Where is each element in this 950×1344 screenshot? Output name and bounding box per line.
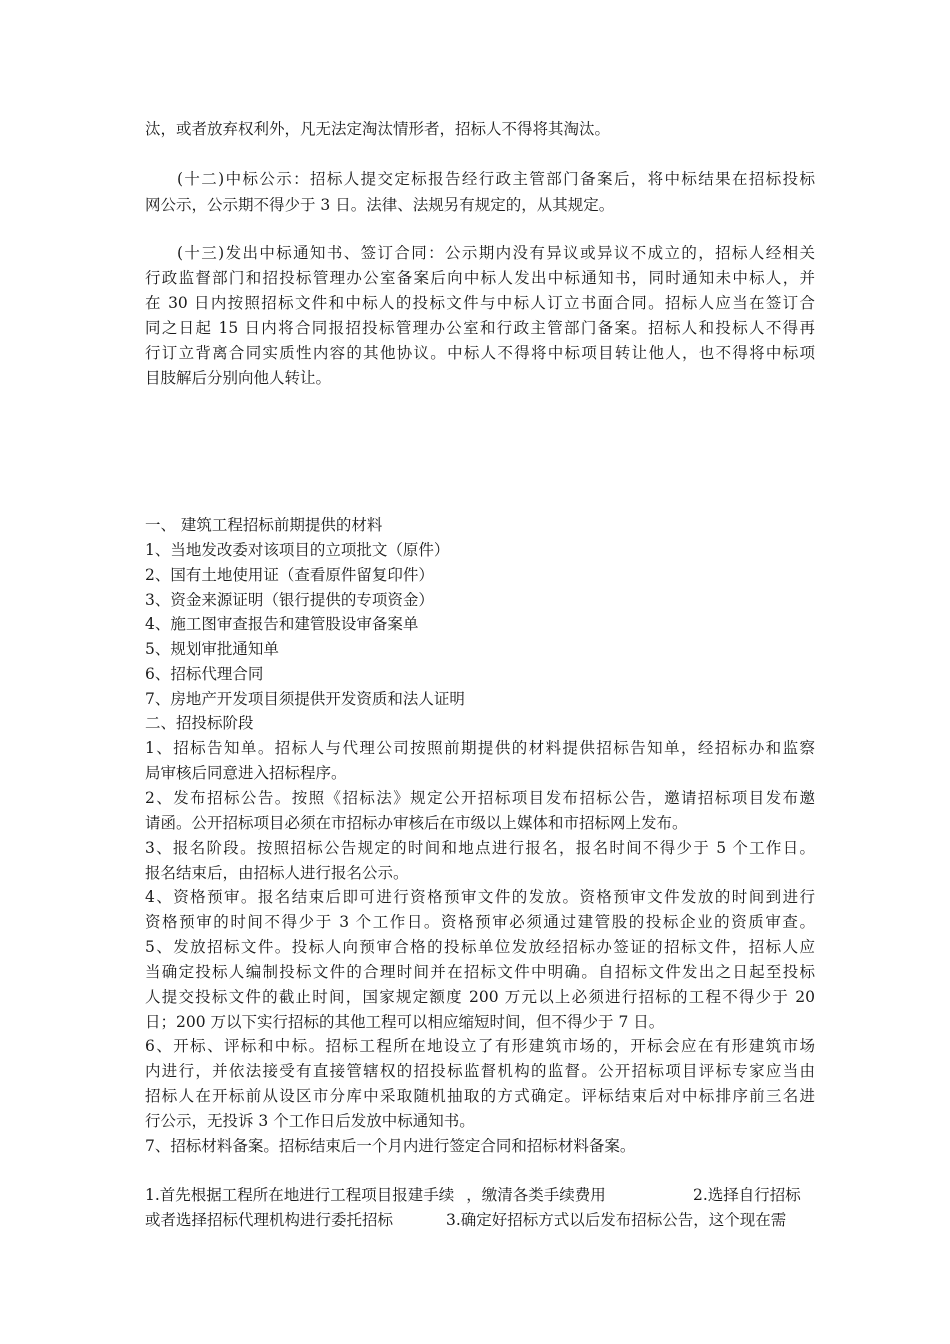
section-two-line: 6、开标、评标和中标。招标工程所在地设立了有形建筑市场的，开标会应在有形建筑市场: [145, 1037, 815, 1055]
bottom-line: [145, 1208, 815, 1232]
section-two-line: 5、发放招标文件。投标人向预审合格的投标单位发放经招标办签证的招标文件，招标人应: [145, 938, 815, 956]
section-two-line: 内进行，并依法接受有直接管辖权的招投标监督机构的监督。公开招标项目评标专家应当由: [145, 1062, 815, 1080]
section-two-title: 二、招投标阶段: [145, 714, 254, 732]
section-two-line: 4、资格预审。报名结束后即可进行资格预审文件的发放。资格预审文件发放的时间到进行: [145, 888, 815, 906]
section-two-line: 3、报名阶段。按照招标公告规定的时间和地点进行报名，报名时间不得少于 5 个工作日。: [145, 839, 815, 857]
list-item: 7、房地产开发项目须提供开发资质和法人证明: [145, 690, 465, 708]
bottom-line-part: ，缴清各类手续费用: [466, 1186, 606, 1204]
section-two-line: 7、招标材料备案。招标结束后一个月内进行签定合同和招标材料备案。: [145, 1137, 636, 1155]
paragraph-13-line: (十三)发出中标通知书、签订合同：公示期内没有异议或异议不成立的，招标人经相关: [177, 244, 815, 262]
section-two-line: 当确定投标人编制投标文件的合理时间并在招标文件中明确。自招标文件发出之日起至投标: [145, 963, 815, 981]
section-two-line: 请函。公开招标项目必须在市招标办审核后在市级以上媒体和市招标网上发布。: [145, 814, 688, 832]
paragraph-12-line: 网公示，公示期不得少于 3 日。法律、法规另有规定的，从其规定。: [145, 196, 615, 214]
section-two-line: 招标人在开标前从设区市分库中采取随机抽取的方式确定。评标结束后对中标排序前三名进: [145, 1087, 815, 1105]
bottom-line-part: 或者选择招标代理机构进行委托招标: [145, 1211, 394, 1229]
paragraph-13-line: 同之日起 15 日内将合同报招投标管理办公室和行政主管部门备案。招标人和投标人不得再: [145, 319, 815, 337]
section-two-line: 2、发布招标公告。按照《招标法》规定公开招标项目发布招标公告，邀请招标项目发布邀: [145, 789, 815, 807]
paragraph-13-line: 行订立背离合同实质性内容的其他协议。中标人不得将中标项目转让他人，也不得将中标项: [145, 344, 815, 362]
bottom-line-part: 1.首先根据工程所在地进行工程项目报建手续: [145, 1186, 455, 1204]
bottom-line-part: 2.选择自行招标: [693, 1186, 801, 1204]
paragraph-13-line: 目肢解后分别向他人转让。: [145, 369, 332, 387]
section-one-title: 一、 建筑工程招标前期提供的材料: [145, 516, 383, 534]
bottom-line: [145, 1183, 815, 1207]
list-item: 3、资金来源证明（银行提供的专项资金）: [145, 591, 434, 609]
section-two-line: 资格预审的时间不得少于 3 个工作日。资格预审必须通过建管股的投标企业的资质审查。: [145, 913, 815, 931]
bottom-line-part: 3.确定好招标方式以后发布招标公告，这个现在需: [446, 1211, 787, 1229]
section-two-line: 人提交投标文件的截止时间，国家规定额度 200 万元以上必须进行招标的工程不得少于 20: [145, 988, 815, 1006]
list-item: 4、施工图审查报告和建管股设审备案单: [145, 615, 419, 633]
section-two-line: 日；200 万以下实行招标的其他工程可以相应缩短时间，但不得少于 7 日。: [145, 1013, 665, 1031]
list-item: 5、规划审批通知单: [145, 640, 279, 658]
paragraph-13-line: 在 30 日内按照招标文件和中标人的投标文件与中标人订立书面合同。招标人应当在签订合: [145, 294, 815, 312]
section-two-line: 行公示，无投诉 3 个工作日后发放中标通知书。: [145, 1112, 475, 1130]
section-two-line: 报名结束后，由招标人进行报名公示。: [145, 864, 409, 882]
paragraph-12-line: (十二)中标公示：招标人提交定标报告经行政主管部门备案后，将中标结果在招标投标: [177, 170, 815, 188]
section-two-line: 1、招标告知单。招标人与代理公司按照前期提供的材料提供招标告知单，经招标办和监察: [145, 739, 815, 757]
section-two-line: 局审核后同意进入招标程序。: [145, 764, 347, 782]
list-item: 2、国有土地使用证（查看原件留复印件）: [145, 566, 434, 584]
list-item: 1、当地发改委对该项目的立项批文（原件）: [145, 541, 450, 559]
paragraph-line: 汰，或者放弃权利外，凡无法定淘汰情形者，招标人不得将其淘汰。: [145, 120, 611, 138]
list-item: 6、招标代理合同: [145, 665, 264, 683]
paragraph-13-line: 行政监督部门和招投标管理办公室备案后向中标人发出中标通知书，同时通知未中标人，并: [145, 269, 815, 287]
